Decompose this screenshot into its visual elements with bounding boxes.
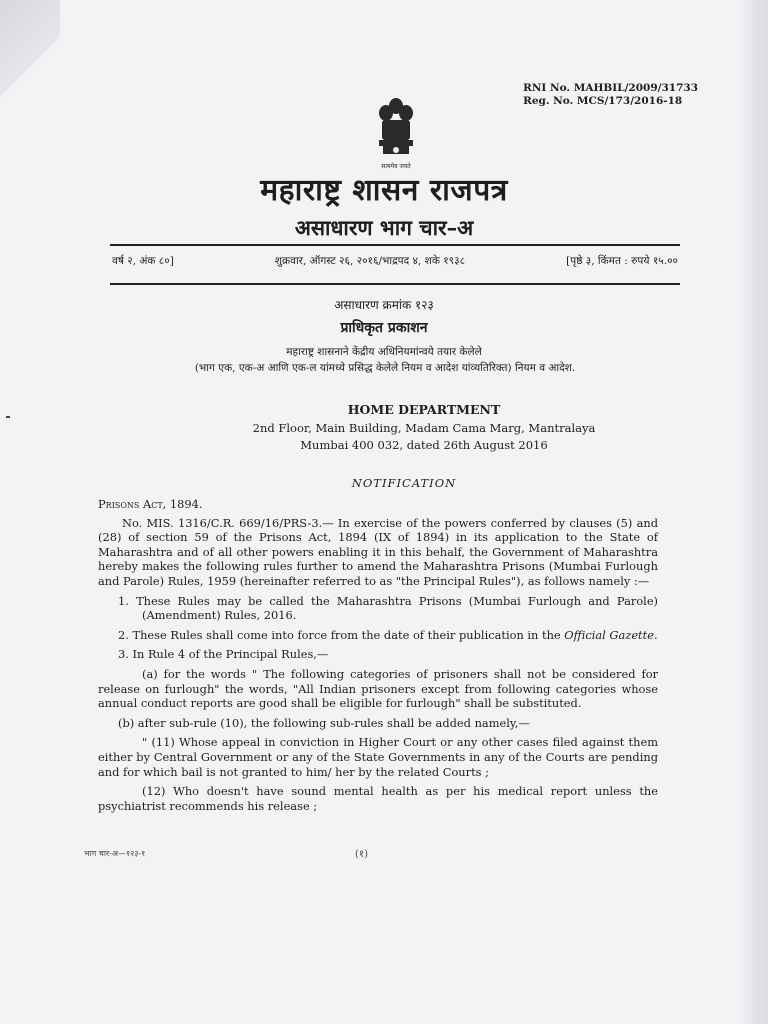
ashoka-emblem-icon [376,96,416,168]
issue-date: शुक्रवार, ऑगस्ट २६, २०१६/भाद्रपद ४, शके १९३८ [274,255,466,267]
rule-2-text: 2. These Rules shall come into force from the date of their publication in the [118,627,565,642]
sub-rule-11: " (11) Whose appeal in conviction in Higher Court or any other cases filed against them either by Central Government or any of the State Governments in any of the Courts are pending and for which bail is not granted to him/ her by the related Courts ; [98,735,658,779]
rule-2-end: . [653,627,658,642]
rule-3: 3. In Rule 4 of the Principal Rules,— [118,647,329,662]
issue-info-bar [112,254,678,268]
clause-a: (a) for the words " The following categories of prisoners shall not be considered for release on furlough" the words, "All Indian prisoners except from following categories whose annual conduct reports are good shall be eligible for furlough" shall be substituted. [98,666,658,711]
rule-2 [118,628,658,643]
sub-rule-12: (12) Who doesn't have sound mental health as per his medical report unless the psychiatrist recommends his release ; [98,784,658,813]
gazette-title: महाराष्ट्र शासन राजपत्र [260,173,508,208]
emblem-motto: सत्यमेव जयते [381,163,411,170]
gazette-subtitle: असाधारण भाग चार–अ [294,215,474,240]
extraordinary-number: असाधारण क्रमांक १२३ [334,298,434,312]
clause-b: (b) after sub-rule (10), the following sub-rules shall be added namely,— [118,715,530,730]
footer-code: भाग चार-अ—१२३-१ [84,849,146,858]
department-address-1: 2nd Floor, Main Building, Madam Cama Marg, Mantralaya [252,421,596,435]
department-address-2: Mumbai 400 032, dated 26th August 2016 [300,438,548,452]
rule-1: 1. These Rules may be called the Maharashtra Prisons (Mumbai Furlough and Parole) (Amendment) Rules, 2016. [118,593,658,623]
margin-mark [6,416,10,418]
department-name: HOME DEPARTMENT [347,402,501,417]
divider-bottom [110,283,680,285]
rni-number: RNI No. MAHBIL/2009/31733 [523,82,698,94]
notification-body [98,497,658,813]
notification-heading: NOTIFICATION [351,476,457,490]
header-line-2: (भाग एक, एक-अ आणि एक-ल यांमध्ये प्रसिद्ध केलेले नियम व आदेश यांव्यतिरिक्त) नियम व आदेश. [194,362,576,374]
authorised-publication: प्राधिकृत प्रकाशन [340,320,428,336]
header-line-1: महाराष्ट्र शासनाने केंद्रीय अधिनियमांन्वये तयार केलेले [286,346,482,358]
volume-number: वर्ष २, अंक ८०] [112,255,174,267]
reg-number: Reg. No. MCS/173/2016-18 [523,95,683,107]
act-reference: Prisons Act, 1894. [98,497,203,511]
page-price: [पृष्ठे ३, किंमत : रुपये १५.०० [566,255,678,267]
registration-block [523,82,698,108]
preamble: No. MIS. 1316/C.R. 669/16/PRS-3.— In exercise of the powers conferred by clauses (5) and (28) of section 59 of the Prisons Act, 1894 (IX of 1894) in its application to the State of Maharashtra and of all other powers enabling it in this behalf, the Government of Maharashtra hereby makes the following rules further to amend the Maharashtra Prisons (Mumbai Furlough and Parole) Rules, 1959 (hereinafter referred to as "the Principal Rules"), as follows namely :— [98,515,658,588]
rule-2-gazette: Official Gazette [564,627,654,642]
divider-top [110,244,680,246]
folded-corner [0,0,60,100]
page-number: (१) [355,849,369,860]
page-edge-shadow [738,0,768,1024]
